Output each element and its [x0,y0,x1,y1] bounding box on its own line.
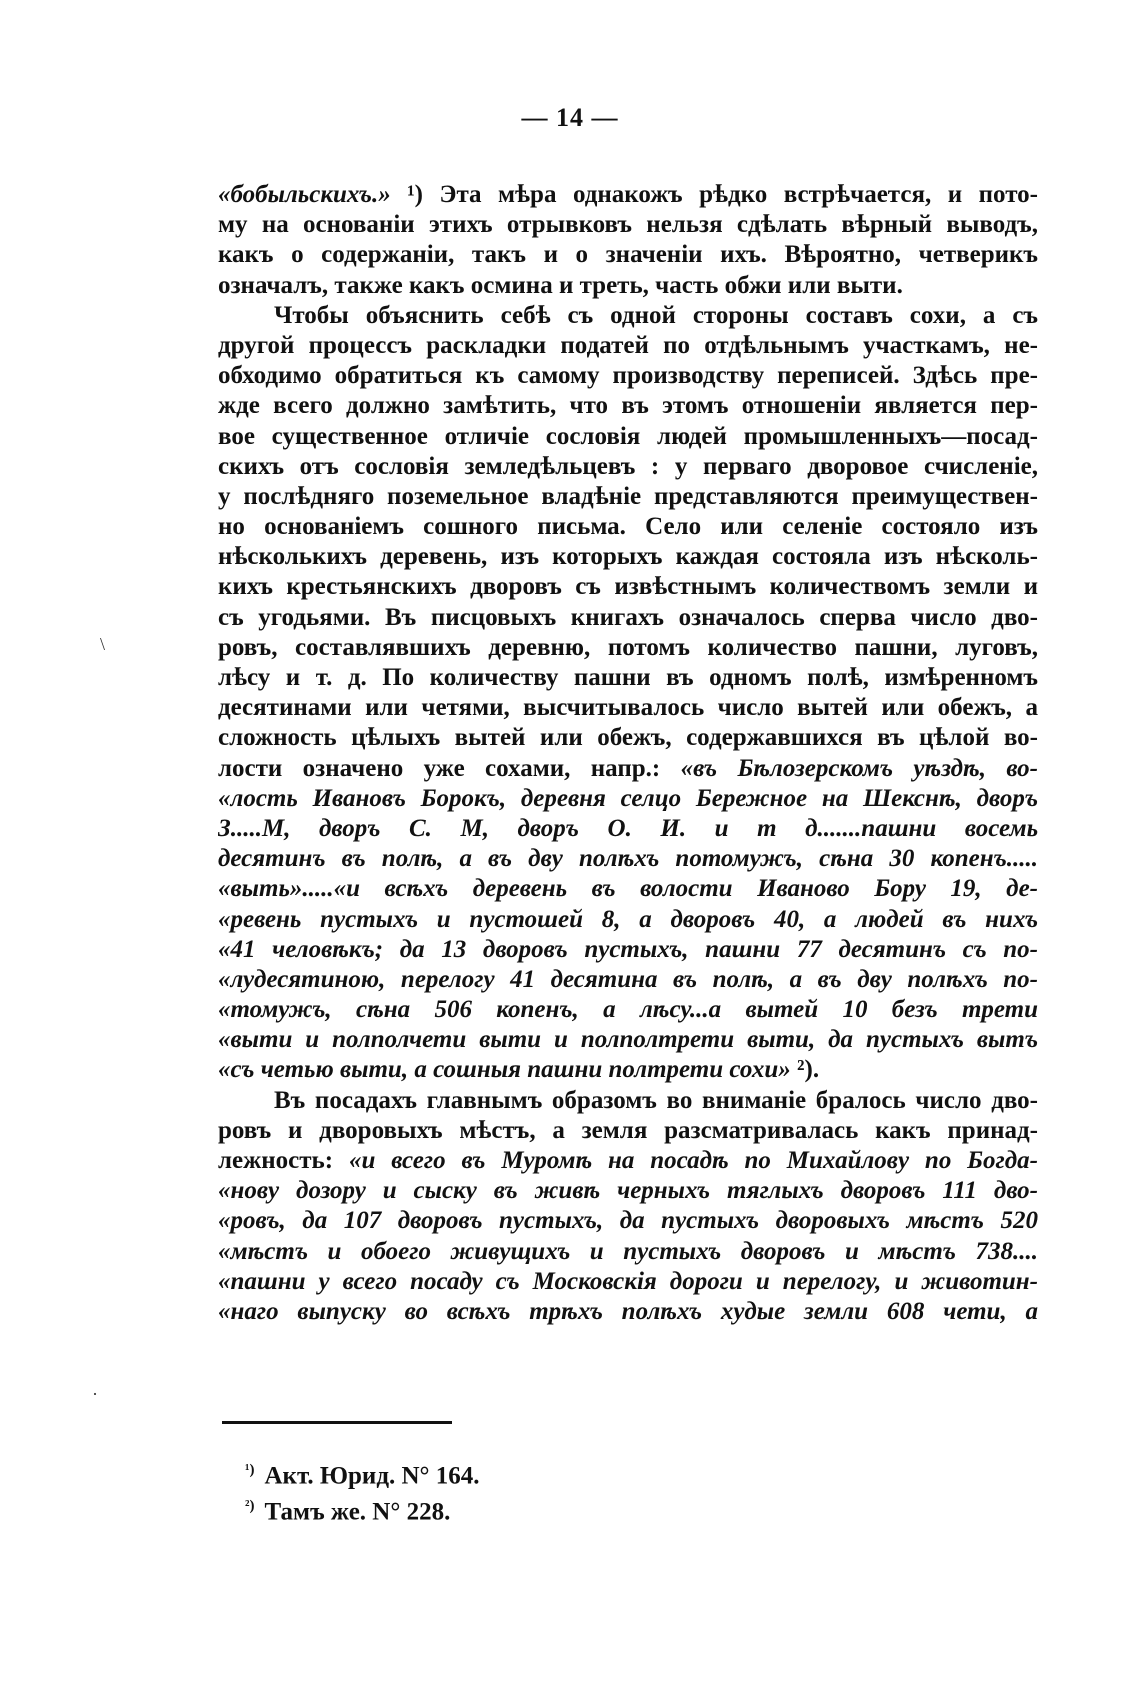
text-line [218,633,1038,663]
text-line [218,1267,1038,1297]
italic-quote: «нову дозору и сыску въ живѣ черныхъ тяглыхъ дворовъ 111 дво- [218,1177,1038,1205]
text-run: кихъ крестьянскихъ дворовъ съ извѣстнымъ количествомъ земли и [218,573,1038,601]
italic-quote: «41 человѣкъ; да 13 дворовъ пустыхъ, пашни 77 десятинъ съ по- [218,935,1038,963]
text-run: лости означено уже сохами, напр.: [218,754,681,782]
footnote [245,1452,480,1488]
footnote-separator [222,1421,452,1424]
text-line [218,693,1038,723]
footnote-mark: ²) [245,1498,255,1514]
italic-quote: «бобыльскихъ.» [218,181,391,208]
text-line [218,271,1038,301]
text-line [218,754,1038,784]
italic-quote: «ревень пустыхъ и пустошей 8, а дворовъ 40, а людей въ нихъ [218,905,1038,933]
text-line [218,391,1038,421]
italic-quote: «выть».....«и всѣхъ деревень въ волости Иваново Бору 19, де- [218,875,1038,903]
text-run: десятинами или четями, высчитывалось число вытей или обежъ, а [218,694,1038,722]
text-line [218,1146,1038,1176]
text-line [218,784,1038,814]
footnote [245,1488,480,1524]
text-run: скихъ отъ сословiя земледѣльцевъ : у перваго дворовое счисленiе, [218,452,1038,480]
italic-quote: «наго выпуску во всѣхъ трѣхъ полѣхъ худые земли 608 чети, а [218,1297,1038,1325]
main-text [218,180,1038,1327]
text-line [218,1116,1038,1146]
text-line [218,1025,1038,1055]
footnote-text: Тамъ же. N° 228. [264,1498,451,1526]
text-line [218,1055,1038,1085]
text-line [218,905,1038,935]
text-line [218,331,1038,361]
italic-quote: «лудесятиною, перелогу 41 десятина въ полѣ, а въ дву полѣхъ по- [218,965,1038,993]
text-line [218,995,1038,1025]
footnote-mark: ¹) [245,1462,255,1478]
text-line [218,663,1038,693]
page-number: — 14 — [521,103,619,132]
text-run: ровъ и дворовыхъ мѣстъ, а земля разсматривалась какъ принад- [218,1116,1038,1144]
text-line [218,723,1038,753]
text-run: Въ посадахъ главнымъ образомъ во вниманiе бралось число дво- [274,1086,1038,1114]
text-run: другой процессъ раскладки податей по отдѣльнымъ участкамъ, не- [218,331,1038,359]
text-line [218,452,1038,482]
text-run: у послѣдняго поземельное владѣнiе представляются преимуществен- [218,482,1038,510]
text-run: му на основанiи этихъ отрывковъ нельзя сдѣлать вѣрный выводъ, [218,211,1038,239]
footnote-text: Акт. Юрид. N° 164. [264,1462,480,1490]
text-line [218,844,1038,874]
text-line [218,180,1038,210]
text-run: но основанiемъ сошного письма. Село или селенiе состояло изъ [218,513,1038,541]
text-line [218,814,1038,844]
text-run: обходимо обратиться къ самому производству переписей. Здѣсь пре- [218,362,1038,390]
text-line [218,422,1038,452]
text-run: какъ о содержанiи, такъ и о значенiи ихъ. Вѣроятно, четверикъ [218,241,1038,269]
italic-quote: «съ четью выти, а сошныя пашни полтрети сохи» [218,1056,791,1084]
text-line [218,542,1038,572]
text-run: жде всего должно замѣтить, что въ этомъ отношенiи является пер- [218,392,1038,420]
text-line [218,874,1038,904]
text-run: съ угодьями. Въ писцовыхъ книгахъ означалось сперва число дво- [218,603,1038,631]
text-line [218,965,1038,995]
text-run: означалъ, также какъ осмина и треть, часть обжи или выти. [218,271,903,299]
italic-quote: «лость Ивановъ Борокъ, деревня селцо Бережное на Шекснѣ, дворъ [218,784,1038,812]
text-run: ровъ, составлявшихъ деревню, потомъ количество пашни, луговъ, [218,633,1038,661]
text-line [218,1206,1038,1236]
italic-quote: «томужъ, сѣна 506 копенъ, а лѣсу...а вытей 10 безъ трети [218,996,1038,1024]
text-line [218,935,1038,965]
italic-quote: «и всего въ Муромѣ на посадѣ по Михайлову по Богда- [348,1147,1038,1174]
text-run: нѣсколькихъ деревень, изъ которыхъ каждая состояла изъ нѣсколь- [218,543,1038,571]
text-line [218,482,1038,512]
italic-quote: «выти и полполчети выти и полполтрети выти, да пустыхъ вытъ [218,1026,1038,1054]
text-line [218,1297,1038,1327]
text-line [218,603,1038,633]
text-run: Чтобы объяснить себѣ съ одной стороны составъ сохи, а съ [274,301,1038,329]
text-run: лѣсу и т. д. По количеству пашни въ одномъ полѣ, измѣренномъ [218,664,1038,691]
text-line [218,1086,1038,1116]
text-run: ²). [790,1056,820,1084]
text-line [218,512,1038,542]
footnotes [245,1452,480,1524]
text-line [218,240,1038,270]
text-line [218,572,1038,602]
margin-mark: \ [100,634,106,654]
text-line [218,210,1038,240]
italic-quote: «пашни у всего посаду съ Московскiя дороги и перелогу, и животин- [218,1267,1038,1295]
italic-quote: десятинъ въ полѣ, а въ дву полѣхъ потомужъ, сѣна 30 копенъ..... [218,845,1038,873]
text-line [218,361,1038,391]
margin-mark: · [92,1384,98,1404]
text-run: ¹) Эта мѣра однакожъ рѣдко встрѣчается, и пото- [390,181,1038,208]
text-line [218,1237,1038,1267]
text-line [218,301,1038,331]
text-line [218,1176,1038,1206]
italic-quote: «мѣстъ и обоего живущихъ и пустыхъ дворовъ и мѣстъ 738.... [218,1237,1038,1265]
italic-quote: «ровъ, да 107 дворовъ пустыхъ, да пустыхъ дворовыхъ мѣстъ 520 [218,1207,1038,1235]
text-run: вое существенное отличiе сословiя людей промышленныхъ—посад- [218,422,1038,450]
italic-quote: «въ Бѣлозерскомъ уѣздѣ, во- [680,754,1038,782]
italic-quote: З.....М, дворъ С. М, дворъ О. И. и т д.......пашни восемь [218,814,1038,842]
text-run: сложность цѣлыхъ вытей или обежъ, содержавшихся въ цѣлой во- [218,724,1038,752]
text-run: лежность: [218,1147,349,1174]
